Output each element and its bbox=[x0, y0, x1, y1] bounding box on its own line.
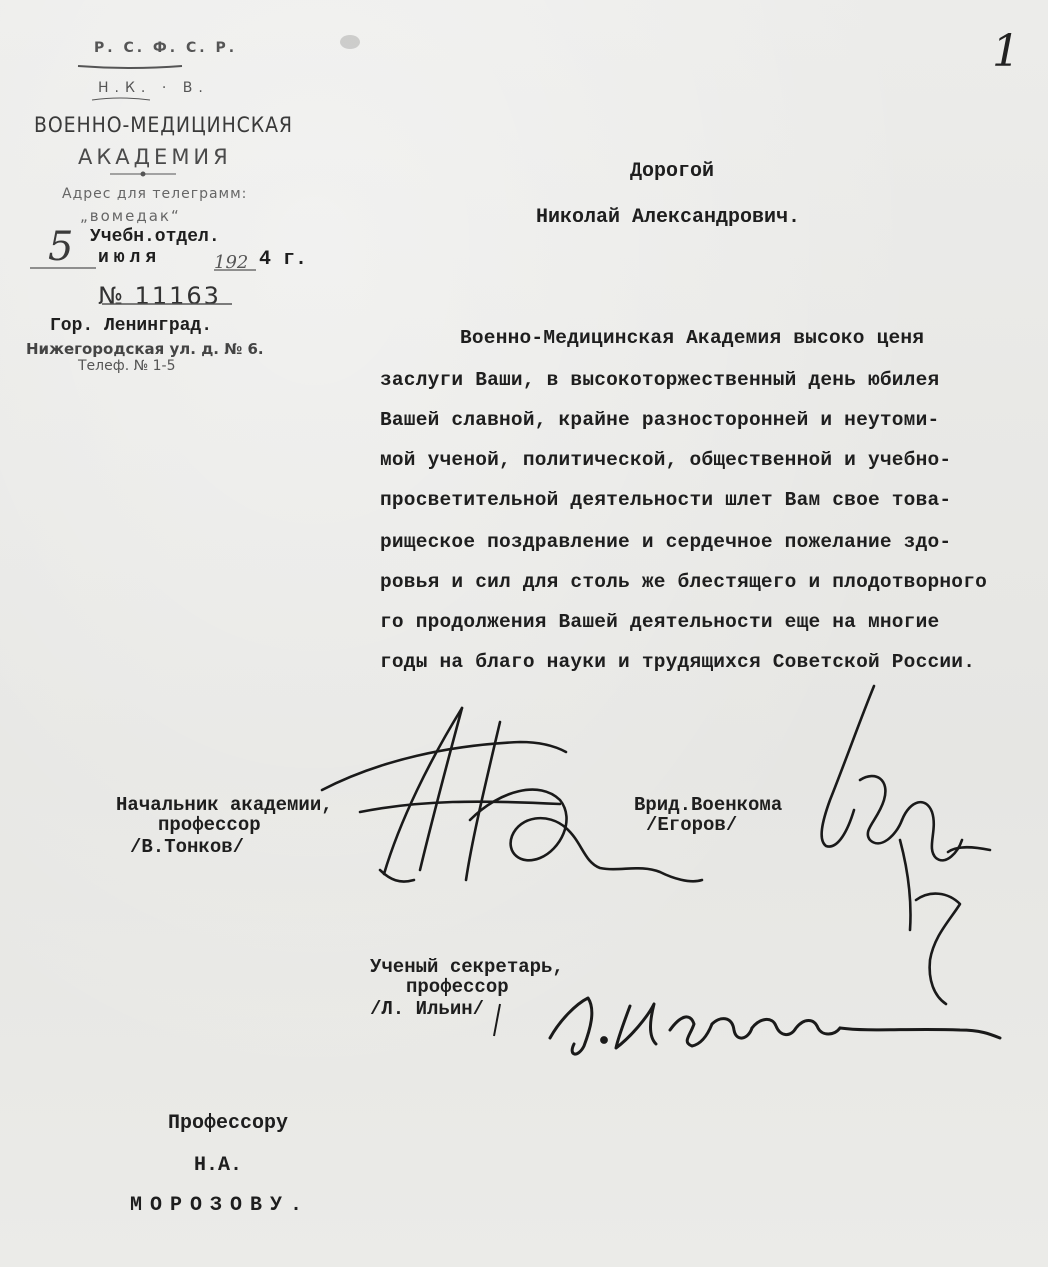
letterhead-phone: Телеф. № 1-5 bbox=[78, 358, 176, 374]
letterhead-telegram-label: Адрес для телеграмм: bbox=[62, 186, 248, 202]
head-rank: профессор bbox=[158, 814, 261, 836]
letterhead-org-academy: АКАДЕМИЯ bbox=[78, 145, 232, 169]
letterhead-reference-number: № 11163 bbox=[98, 282, 221, 310]
body-line: го продолжения Вашей деятельности еще на многие bbox=[380, 611, 940, 633]
commissar-title: Врид.Военкома bbox=[634, 794, 783, 816]
body-line: годы на благо науки и трудящихся Советской России. bbox=[380, 651, 976, 673]
body-line: ровья и сил для столь же блестящего и плодотворного bbox=[380, 571, 987, 593]
letterhead-address: Нижегородская ул. д. № 6. bbox=[26, 340, 264, 358]
secretary-rank: профессор bbox=[406, 976, 509, 998]
secretary-name: /Л. Ильин/ bbox=[370, 998, 485, 1020]
signature-ilyin-icon bbox=[550, 998, 1000, 1054]
letterhead-nkvd: Н.К. · В. bbox=[98, 80, 209, 96]
commissar-name: /Егоров/ bbox=[646, 814, 738, 836]
head-name: /В.Тонков/ bbox=[130, 836, 245, 858]
recipient-line-2: Н.А. bbox=[194, 1154, 243, 1177]
recipient-line-3: МОРОЗОВУ. bbox=[130, 1194, 311, 1217]
head-title: Начальник академии, bbox=[116, 794, 333, 816]
letterhead-org-name: ВОЕННО-МЕДИЦИНСКАЯ bbox=[34, 113, 293, 137]
body-line: мой ученой, политической, общественной и учебно- bbox=[380, 449, 952, 471]
salutation-line-1: Дорогой bbox=[630, 160, 715, 183]
secretary-title: Ученый секретарь, bbox=[370, 956, 564, 978]
page-number: 1 bbox=[992, 26, 1020, 77]
stroke-mark-icon bbox=[494, 1004, 500, 1036]
letterhead-date-year: 192 bbox=[214, 252, 249, 273]
signature-egorov-icon bbox=[822, 686, 990, 1004]
letterhead-date-year-end: 4 г. bbox=[259, 248, 308, 271]
body-line: просветительной деятельности шлет Вам свое това- bbox=[380, 489, 952, 511]
letterhead-rsfsr: Р. С. Ф. С. Р. bbox=[94, 40, 238, 56]
salutation-line-2: Николай Александрович. bbox=[536, 206, 801, 229]
letterhead-city: Гор. Ленинград. bbox=[50, 316, 213, 336]
ink-blot-icon bbox=[340, 35, 360, 49]
letterhead-telegram-code: „вомедак“ bbox=[80, 207, 181, 225]
recipient-line-1: Профессору bbox=[168, 1112, 289, 1135]
letterhead-date-month: июля bbox=[98, 248, 162, 268]
letterhead-date-day: 5 bbox=[48, 224, 74, 270]
body-line: заслуги Ваши, в высокоторжественный день юбилея bbox=[380, 369, 940, 391]
body-line: Вашей славной, крайне разносторонней и неутоми- bbox=[380, 409, 940, 431]
letterhead-department: Учебн.отдел. bbox=[90, 227, 220, 247]
body-line: Военно-Медицинская Академия высоко ценя bbox=[460, 327, 925, 349]
body-line: рищеское поздравление и сердечное пожелание здо- bbox=[380, 531, 952, 553]
